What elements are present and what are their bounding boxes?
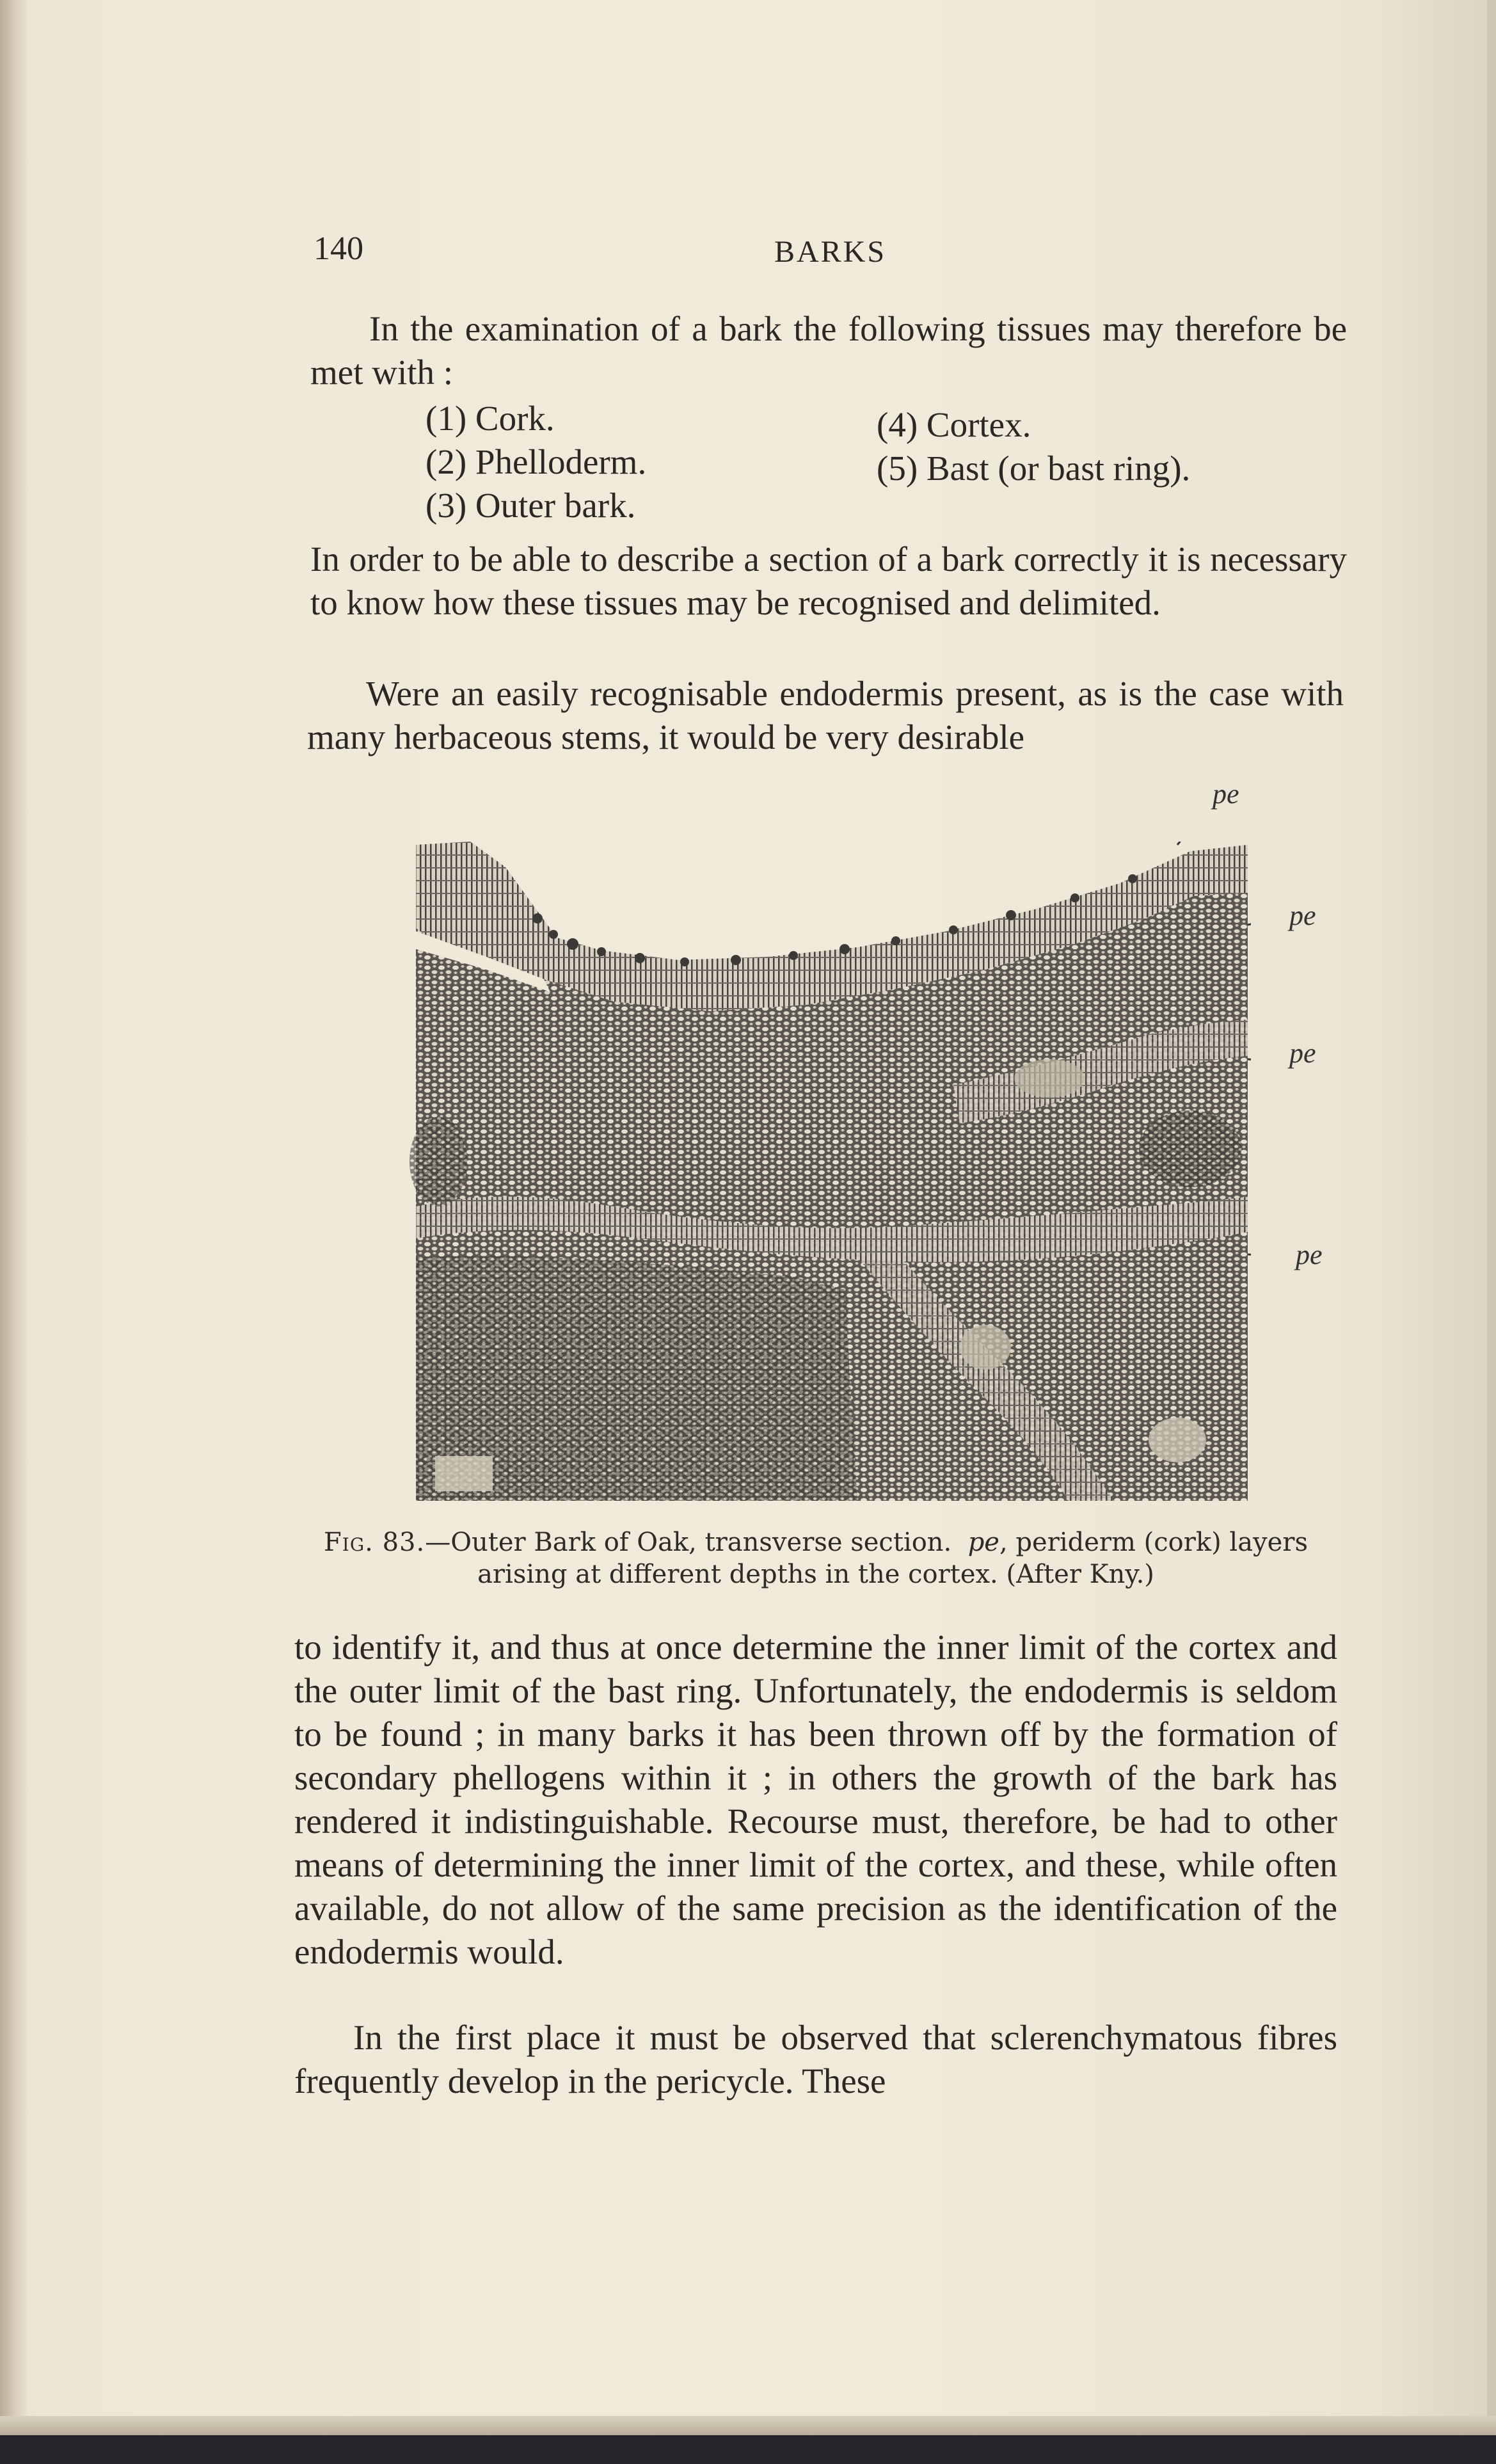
oak-bark-engraving: [410, 842, 1251, 1507]
list-item: (4) Cortex.: [877, 405, 1031, 444]
figure-caption: [323, 1526, 1309, 1590]
label-pe-4: pe: [1296, 1239, 1323, 1270]
list-item: (1) Cork.: [426, 399, 555, 438]
label-pe-2: pe: [1289, 900, 1316, 931]
caption-title: —Outer Bark of Oak, transverse section.: [425, 1528, 952, 1557]
page-number: 140: [314, 230, 363, 267]
list-item: (3) Outer bark.: [426, 486, 636, 525]
caption-figure-number: Fig. 83.: [324, 1528, 426, 1557]
tissue-list-right: [877, 403, 1190, 490]
paragraph-describe: In order to be able to describe a section of a bark correctly it is necessary to know how these tissues may be recognised and delimited.: [310, 540, 1347, 622]
list-item: (5) Bast (or bast ring).: [877, 449, 1191, 488]
page-spine: [0, 0, 27, 2432]
label-pe-1: pe: [1213, 778, 1239, 810]
list-item: (2) Phelloderm.: [426, 442, 647, 481]
caption-description: , periderm (cork) layers arising at different depths in the cortex. (After Kny.): [477, 1528, 1308, 1589]
page-bottom-edge: [0, 2416, 1496, 2435]
paragraph-identify: to identify it, and thus at once determine the inner limit of the cortex and the outer limit of the bast ring. Unfortunately, the endodermis is seldom to be found ; in many barks it has been thrown off by the formation of secondary phellogens within it ; in others the growth of the bark has rendered it indistinguishable. Recourse must, therefore, be had to other means of determining the inner limit of the cortex, and these, while often available, do not allow of the same precision as the identification of the endodermis would.: [294, 1628, 1337, 1971]
paragraph-intro: In the examination of a bark the following tissues may therefore be met with :: [310, 309, 1347, 392]
tissue-list-left: [426, 397, 646, 527]
running-title: BARKS: [774, 235, 887, 269]
paragraph-endodermis: Were an easily recognisable endodermis present, as is the case with many herbaceous stems, it would be very desirable: [307, 674, 1344, 756]
figure-oak-bark: [410, 778, 1323, 1507]
label-pe-3: pe: [1289, 1037, 1316, 1069]
paragraph-sclerenchyma: In the first place it must be observed that sclerenchymatous fibres frequently develop in the pericycle. These: [294, 2018, 1337, 2100]
caption-abbreviation: pe: [967, 1528, 999, 1557]
